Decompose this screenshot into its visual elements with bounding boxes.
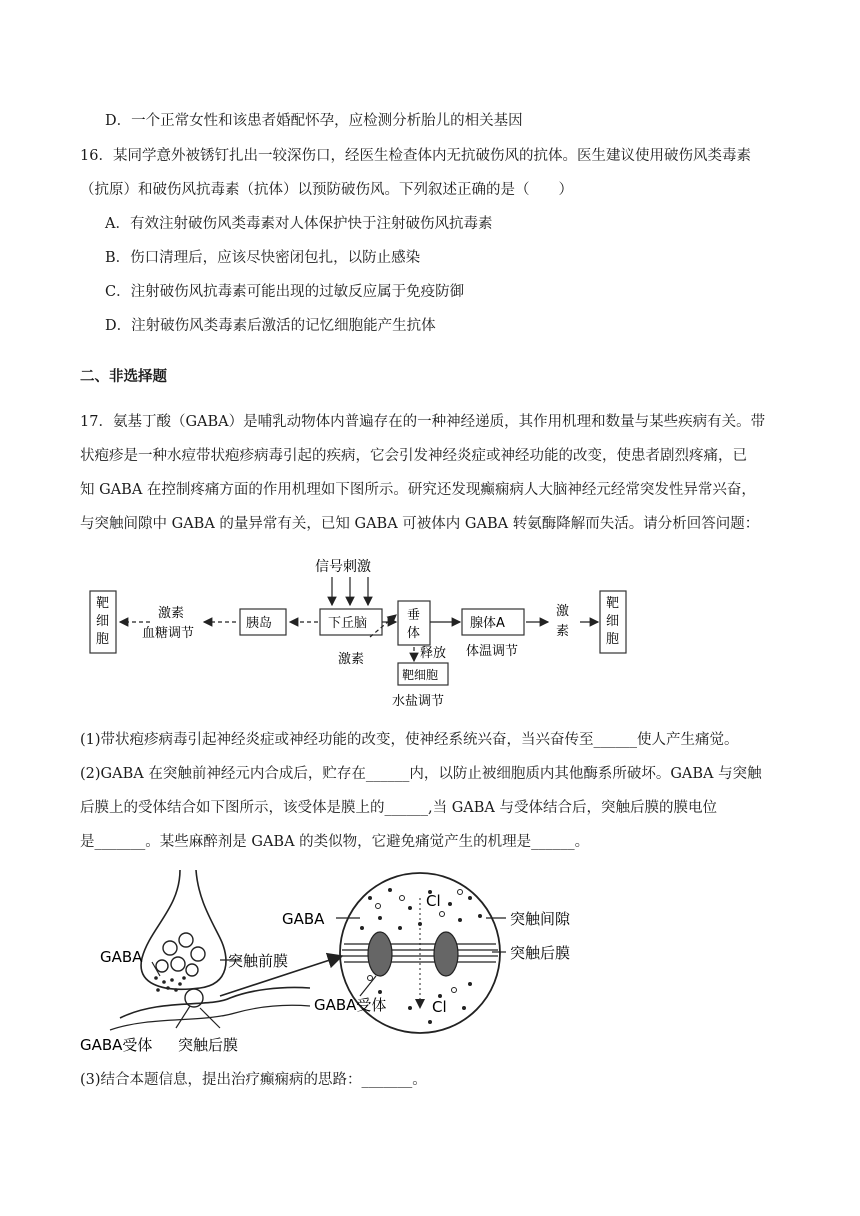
q17-sub2-line3: 是_______。某些麻醉剂是 GABA 的类似物，它避免痛觉产生的机理是______。 (80, 834, 590, 850)
section-title: 二、非选择题 (80, 369, 167, 385)
signal-label: 信号刺激 (315, 559, 371, 575)
cl-top-label: Cl (426, 892, 441, 910)
presynaptic-terminal (141, 870, 226, 989)
q15-option-d: D．一个正常女性和该患者婚配怀孕，应检测分析胎儿的相关基因 (105, 113, 523, 129)
islet-label: 胰岛 (246, 616, 273, 631)
hormone-right-1: 激 (556, 604, 570, 619)
target-left-3: 胞 (96, 632, 110, 647)
q17-stem-line4: 与突触间隙中 GABA 的量异常有关，已知 GABA 可被体内 GABA 转氨酶降解而失活。请分析回答问题： (80, 516, 760, 532)
water-salt-label: 水盐调节 (392, 694, 445, 709)
hormone-right-2: 素 (556, 624, 570, 639)
pituitary-1: 垂 (407, 608, 421, 623)
q17-stem-line1: 17．氨基丁酸（GABA）是哺乳动物体内普遍存在的一种神经递质，其作用机理和数量与某些疾病有关。带 (80, 414, 766, 430)
q16-option-c: C．注射破伤风抗毒素可能出现的过敏反应属于免疫防御 (105, 284, 465, 300)
target-right-3: 胞 (606, 632, 620, 647)
receptor-right (434, 932, 458, 976)
hormone-left-label: 激素 (158, 606, 185, 621)
gaba-receptor-right-label: GABA受体 (314, 996, 387, 1014)
q17-sub3: (3)结合本题信息，提出治疗癫痫病的思路：_______。 (80, 1072, 427, 1088)
q17-stem-line2: 状疱疹是一种水痘带状疱疹病毒引起的疾病，它会引发神经炎症或神经功能的改变，使患者剧烈疼痛，已 (80, 448, 747, 464)
q16-option-b: B．伤口清理后，应该尽快密闭包扎，以防止感染 (105, 250, 421, 266)
presynaptic-label: 突触前膜 (228, 952, 289, 970)
gaba-left-label: GABA (100, 948, 143, 966)
q17-sub2-line1: (2)GABA 在突触前神经元内合成后，贮存在______内，以防止被细胞质内其他酶系所破坏。GABA 与突触 (80, 766, 762, 782)
q17-stem-line3: 知 GABA 在控制疼痛方面的作用机理如下图所示。研究还发现癫痫病人大脑神经元经常突发性异常兴奋， (80, 482, 756, 498)
regulation-diagram (80, 555, 640, 715)
target-right-2: 细 (606, 614, 620, 629)
gaba-right-label: GABA (282, 910, 325, 928)
pituitary-2: 体 (407, 626, 421, 641)
receptor-left (368, 932, 392, 976)
q16-option-a: A．有效注射破伤风类毒素对人体保护快于注射破伤风抗毒素 (105, 216, 493, 232)
cl-bottom-label: Cl (432, 998, 447, 1016)
gaba-receptor-left-label: GABA受体 (80, 1036, 153, 1054)
q16-stem-line1: 16．某同学意外被锈钉扎出一较深伤口，经医生检查体内无抗破伤风的抗体。医生建议使用破伤风类毒素 (80, 148, 751, 164)
body-temp-label: 体温调节 (466, 644, 519, 659)
synapse-diagram (80, 868, 620, 1058)
target-left-2: 细 (96, 614, 110, 629)
postsynaptic-membrane-left (120, 987, 310, 1018)
q17-sub1: (1)带状疱疹病毒引起神经炎症或神经功能的改变，使神经系统兴奋，当兴奋传至______使人产生痛觉。 (80, 732, 739, 748)
gland-a-label: 腺体A (470, 616, 505, 631)
hypothalamus-label: 下丘脑 (328, 616, 368, 631)
q17-sub2-line2: 后膜上的受体结合如下图所示，该受体是膜上的______,当 GABA 与受体结合后，突触后膜的膜电位 (80, 800, 718, 816)
q16-stem-line2: （抗原）和破伤风抗毒素（抗体）以预防破伤风。下列叙述正确的是（ ） (80, 182, 573, 198)
postsynaptic-left-label: 突触后膜 (178, 1036, 239, 1054)
postsynaptic-right-label: 突触后膜 (510, 944, 571, 962)
cleft-label: 突触间隙 (510, 910, 571, 928)
blood-sugar-label: 血糖调节 (142, 626, 195, 641)
target-bottom-label: 靶细胞 (402, 668, 439, 682)
target-right-1: 靶 (606, 596, 620, 611)
target-left-1: 靶 (96, 596, 110, 611)
hormone-bottom-label: 激素 (338, 652, 365, 667)
q16-option-d: D．注射破伤风类毒素后激活的记忆细胞能产生抗体 (105, 318, 436, 334)
release-label: 释放 (420, 646, 447, 661)
